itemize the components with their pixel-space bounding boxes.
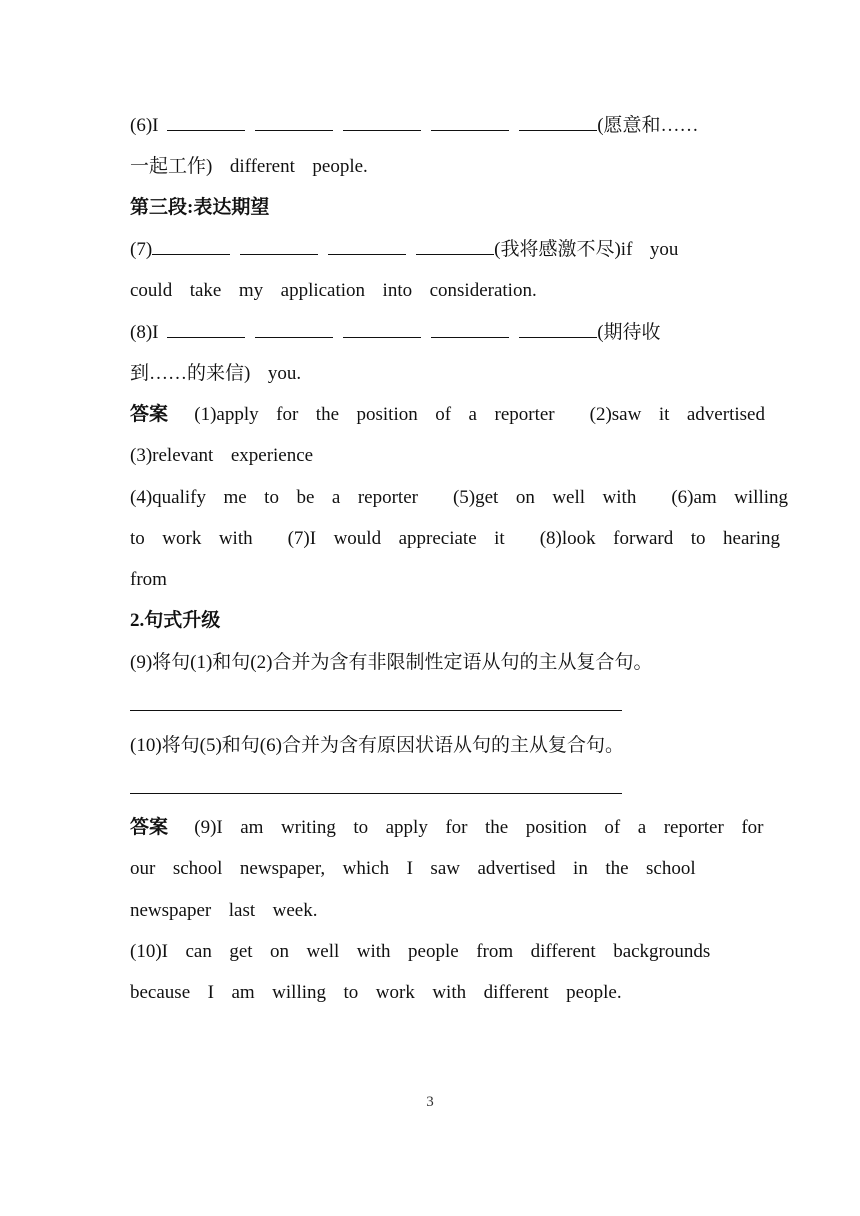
answer-2-line-4: (10)I can get on well with people from different backgrounds — [130, 941, 711, 962]
item-6-line-2: 一起工作) different people. — [130, 156, 368, 177]
blank-6-5 — [519, 112, 597, 131]
item-7-line-2: could take my application into consideration. — [130, 280, 537, 301]
answer-line-10 — [130, 793, 622, 794]
answer-1-line-1 — [130, 402, 765, 428]
answer-label: 答案 — [130, 404, 169, 425]
answer-1-line-2: (3)relevant experience — [130, 445, 314, 466]
answer-2-line-2: our school newspaper, which I saw advertised in the school — [130, 858, 696, 879]
question-9: (9)将句(1)和句(2)合并为含有非限制性定语从句的主从复合句。 — [130, 652, 653, 673]
item-6-line-1 — [130, 112, 699, 139]
item-8-hint: (期待收 — [597, 322, 661, 343]
section-3-heading: 第三段:表达期望 — [130, 197, 270, 218]
answer-2-line-1 — [130, 815, 763, 841]
blank-8-1 — [167, 319, 245, 338]
answer-1-line-3: (4)qualify me to be a reporter (5)get on well with (6)am willing — [130, 487, 789, 508]
blank-6-2 — [255, 112, 333, 131]
item-8-line-2: 到……的来信) you. — [130, 363, 302, 384]
item-6-prefix: (6)I — [130, 115, 168, 136]
item-7-line-1 — [130, 236, 678, 263]
blank-6-1 — [167, 112, 245, 131]
question-10: (10)将句(5)和句(6)合并为含有原因状语从句的主从复合句。 — [130, 735, 624, 756]
answer-2-line-3: newspaper last week. — [130, 900, 318, 921]
answer-label-2: 答案 — [130, 817, 169, 838]
item-7-hint: (我将感激不尽)if you — [494, 239, 679, 260]
item-7-prefix: (7) — [130, 239, 153, 260]
blank-7-1 — [152, 236, 230, 255]
answer-1-text: (1)apply for the position of a reporter (2)saw it advertised — [168, 404, 765, 425]
blank-8-2 — [255, 319, 333, 338]
item-6-hint: (愿意和…… — [597, 115, 699, 136]
section-2-heading: 2.句式升级 — [130, 610, 221, 631]
answer-1-line-5: from — [130, 569, 167, 590]
answer-2-text: (9)I am writing to apply for the position of a reporter for — [168, 817, 764, 838]
page-number: 3 — [426, 1094, 434, 1110]
answer-line-9 — [130, 710, 622, 711]
answer-1-line-4: to work with (7)I would appreciate it (8)look forward to hearing — [130, 528, 781, 549]
item-8-prefix: (8)I — [130, 322, 168, 343]
blank-7-2 — [240, 236, 318, 255]
blank-8-4 — [431, 319, 509, 338]
blank-8-3 — [343, 319, 421, 338]
item-8-line-1 — [130, 319, 661, 346]
blank-6-4 — [431, 112, 509, 131]
blank-7-4 — [416, 236, 494, 255]
blank-8-5 — [519, 319, 597, 338]
blank-7-3 — [328, 236, 406, 255]
blank-6-3 — [343, 112, 421, 131]
answer-2-line-5: because I am willing to work with different people. — [130, 982, 622, 1003]
